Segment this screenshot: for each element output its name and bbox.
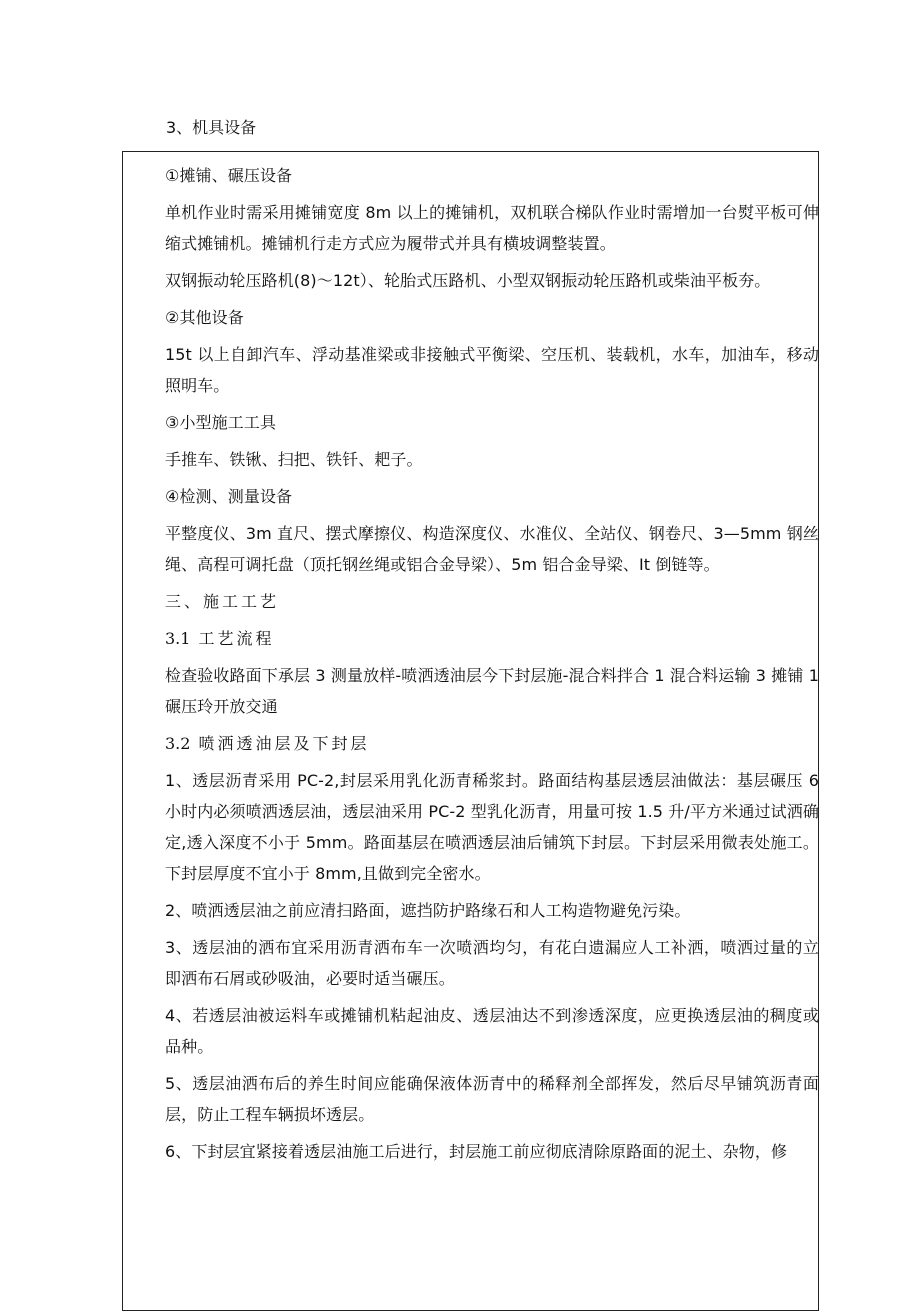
paragraph: [165, 932, 819, 994]
paragraph: [165, 481, 819, 512]
paragraph-text: ①摊铺、碾压设备: [165, 166, 293, 185]
paragraph: [165, 1068, 819, 1130]
paragraph-text: 三、施工工艺: [165, 592, 280, 611]
paragraph-text: 手推车、铁锹、扫把、铁钎、耙子。: [165, 450, 423, 469]
paragraph-text: 单机作业时需采用摊铺宽度 8m 以上的摊铺机，双机联合梯队作业时需增加一台熨平板可伸缩式摊铺机。摊铺机行走方式应为履带式并具有横坡调整装置。: [165, 203, 819, 253]
paragraph-text: 2、喷洒透层油之前应清扫路面，遮挡防护路缘石和人工构造物避免污染。: [165, 901, 691, 920]
paragraph-text: 双钢振动轮压路机(8)〜12t）、轮胎式压路机、小型双钢振动轮压路机或柴油平板夯。: [165, 271, 771, 290]
paragraph-text: 检查验收路面下承层 3 测量放样-喷洒透油层今下封层施-混合料拌合 1 混合料运输 3 摊铺 1 碾压玲开放交通: [165, 666, 819, 716]
paragraph-text: 3、透层油的洒布宜采用沥青洒布车一次喷洒均匀，有花白遗漏应人工补洒，喷洒过量的立即洒布石屑或砂吸油，必要时适当碾压。: [165, 938, 819, 988]
paragraph: [165, 339, 819, 401]
paragraph: [165, 895, 819, 926]
paragraph: [165, 1000, 819, 1062]
paragraph: [165, 265, 819, 296]
paragraph-text: 平整度仪、3m 直尺、摆式摩擦仪、构造深度仪、水准仪、全站仪、钢卷尺、3—5mm 钢丝绳、高程可调托盘（顶托钢丝绳或铝合金导梁）、5m 铝合金导梁、It 倒链等。: [165, 524, 819, 574]
section-title: [165, 728, 819, 759]
paragraph-text: 喷洒透油层及下封层: [198, 734, 370, 753]
paragraph: [165, 765, 819, 889]
paragraph-text: ④检测、测量设备: [165, 487, 293, 506]
paragraph-text: 工艺流程: [198, 629, 275, 648]
paragraph-text: 15t 以上自卸汽车、浮动基准梁或非接触式平衡梁、空压机、装载机，水车，加油车，移动照明车。: [165, 345, 819, 395]
paragraph: [165, 160, 819, 191]
section-number: 3.2: [165, 734, 191, 753]
paragraph-text: 4、若透层油被运料车或摊铺机粘起油皮、透层油达不到渗透深度，应更换透层油的稠度或品种。: [165, 1006, 819, 1056]
paragraph-text: 5、透层油洒布后的养生时间应能确保液体沥青中的稀释剂全部挥发，然后尽早铺筑沥青面层，防止工程车辆损坏透层。: [165, 1074, 819, 1124]
paragraph: [165, 444, 819, 475]
paragraph: [165, 197, 819, 259]
paragraph-text: ②其他设备: [165, 308, 244, 327]
section-heading: 3、机具设备: [166, 118, 257, 137]
paragraph-text: 1、透层沥青采用 PC-2,封层采用乳化沥青稀浆封。路面结构基层透层油做法：基层碾压 6 小时内必须喷洒透层油，透层油采用 PC-2 型乳化沥青，用量可按 1.5 升/平方米通过试洒确定,透入深度不小于 5mm。路面基层在喷洒透层油后铺筑下封层。下封层采用微表处施工。下封层厚度不宜小于 8mm,且做到完全密水。: [165, 771, 819, 883]
paragraph-text: 6、下封层宜紧接着透层油施工后进行，封层施工前应彻底清除原路面的泥土、杂物，修: [165, 1142, 788, 1161]
document-body: [165, 160, 819, 1173]
paragraph-text: ③小型施工工具: [165, 413, 277, 432]
section-number: 3.1: [165, 629, 191, 648]
section-title: [165, 623, 819, 654]
paragraph: [165, 302, 819, 333]
paragraph: [165, 518, 819, 580]
paragraph: [165, 407, 819, 438]
paragraph: [165, 1136, 819, 1167]
paragraph: [165, 660, 819, 722]
section-title: [165, 586, 819, 617]
